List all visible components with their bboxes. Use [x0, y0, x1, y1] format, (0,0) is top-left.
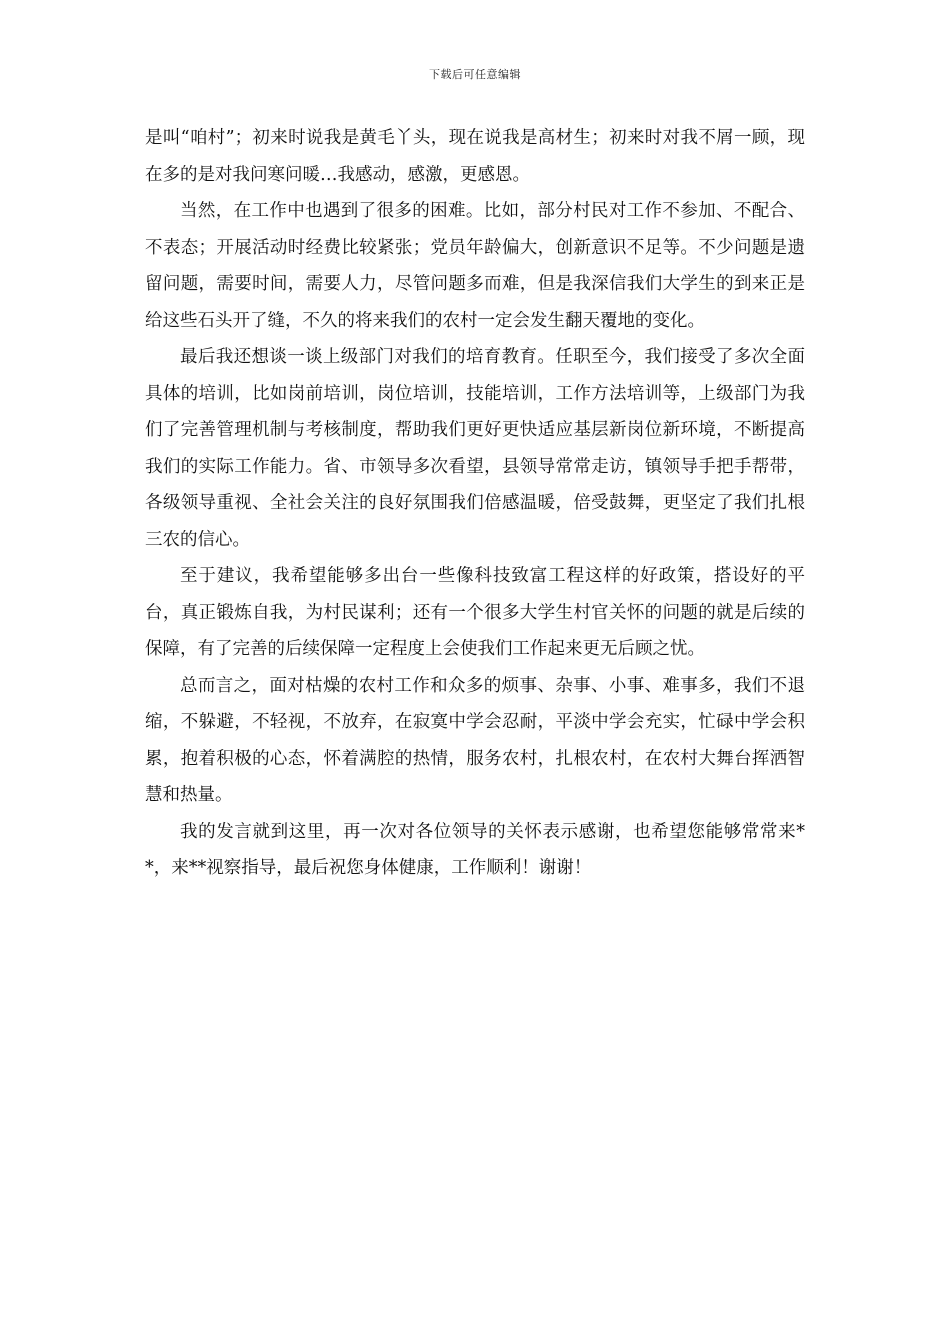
page-header: 下载后可任意编辑 — [429, 68, 521, 81]
document-body — [145, 120, 805, 887]
paragraph-suggestions: 至于建议，我希望能够多出台一些像科技致富工程这样的好政策，搭设好的平台，真正锻炼自我，为村民谋利；还有一个很多大学生村官关怀的问题的就是后续的保障，有了完善的后续保障一定程度上会使我们工作起来更无后顾之忧。 — [145, 566, 805, 659]
paragraph-training: 最后我还想谈一谈上级部门对我们的培育教育。任职至今，我们接受了多次全面具体的培训，比如岗前培训，岗位培训，技能培训，工作方法培训等，上级部门为我们了完善管理机制与考核制度，帮助我们更好更快适应基层新岗位新环境，不断提高我们的实际工作能力。省、市领导多次看望，县领导常常走访，镇领导手把手帮带，各级领导重视、全社会关注的良好氛围我们倍感温暖，倍受鼓舞，更坚定了我们扎根三农的信心。 — [145, 347, 805, 550]
paragraph-closing: 我的发言就到这里，再一次对各位领导的关怀表示感谢，也希望您能够常常来**，来**视察指导，最后祝您身体健康，工作顺利！谢谢！ — [145, 821, 805, 878]
paragraph-continued: 是叫“咱村”；初来时说我是黄毛丫头，现在说我是高材生；初来时对我不屑一顾，现在多的是对我问寒问暖…我感动，感激，更感恩。 — [145, 128, 805, 185]
paragraph-summary: 总而言之，面对枯燥的农村工作和众多的烦事、杂事、小事、难事多，我们不退缩，不躲避，不轻视，不放弃，在寂寞中学会忍耐，平淡中学会充实，忙碌中学会积累，抱着积极的心态，怀着满腔的热情，服务农村，扎根农村，在农村大舞台挥洒智慧和热量。 — [145, 675, 805, 805]
paragraph-difficulties: 当然，在工作中也遇到了很多的困难。比如，部分村民对工作不参加、不配合、不表态；开展活动时经费比较紧张；党员年龄偏大，创新意识不足等。不少问题是遗留问题，需要时间，需要人力，尽管问题多而难，但是我深信我们大学生的到来正是给这些石头开了缝，不久的将来我们的农村一定会发生翻天覆地的变化。 — [145, 201, 805, 331]
